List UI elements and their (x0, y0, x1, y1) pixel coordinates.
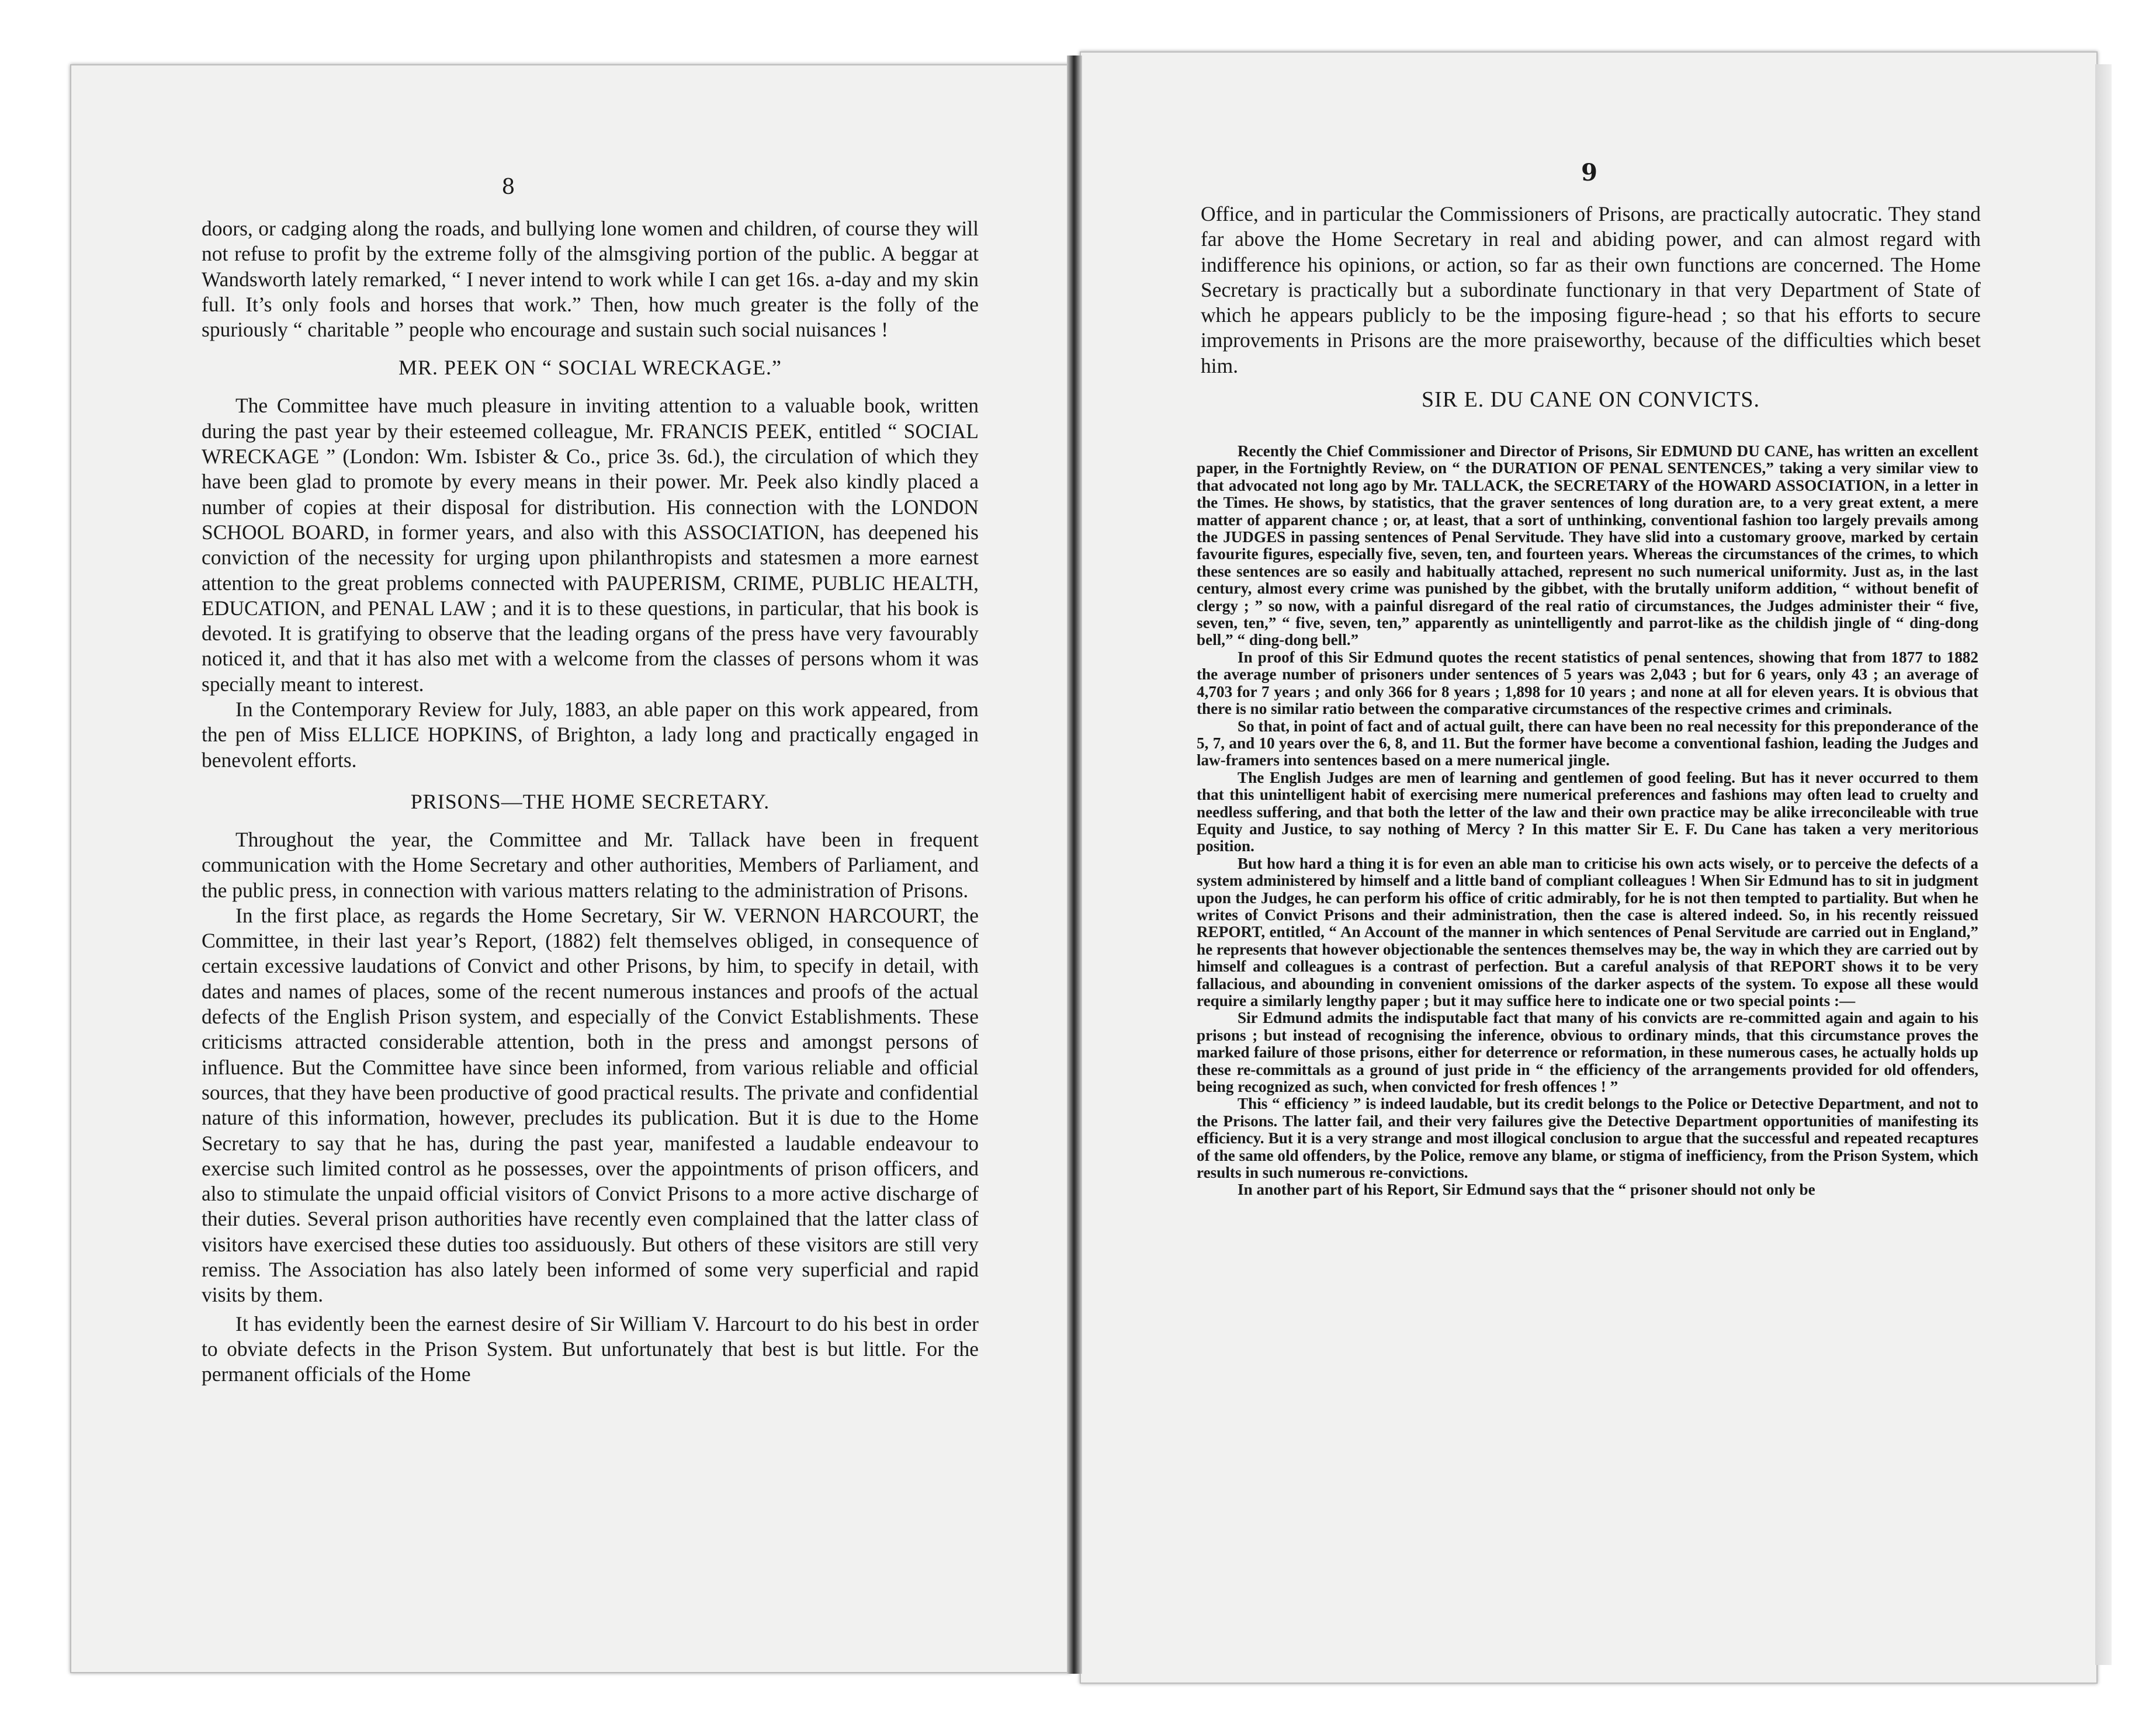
paragraph-efficiency: This “ efficiency ” is indeed laudable, but its credit belongs to the Police or Detective Department, and not to the Prisons. The latter fail, and their very failures give the Detective Department opportunities of manifesting its efficiency. But it is a very strange and most illogical conclusion to argue that the successful and repeated recaptures of the same old offenders, by the Police, remove any blame, or stigma of inefficiency, from the Prison System, which results in such numerous re-convictions. (1197, 1095, 1978, 1182)
paragraph-english-judges: The English Judges are men of learning and gentlemen of good feeling. But has it never occurred to them that this unintelligent habit of exercising mere numerical preferences and fashions may often lead to cruelty and needless suffering, and that both the letter of the law and their own practice may be alike irreconcileable with true Equity and Justice, to say nothing of Mercy ? In this matter Sir E. F. Du Cane has taken a very meritorious position. (1197, 768, 1978, 855)
paragraph-statistics: In proof of this Sir Edmund quotes the recent statistics of penal sentences, showing that from 1877 to 1882 the average number of prisoners under sentences of 5 years was 2,043 ; but for 6 years, only 43 ; an average of 4,703 for 7 years ; and only 366 for 8 years ; 1,898 for 10 years ; and none at all for eleven years. It is obvious that there is no similar ratio between the comparative circumstances of the respective crimes and criminals. (1197, 648, 1978, 718)
paragraph-home-office: Office, and in particular the Commissioners of Prisons, are practically autocratic. They stand far above the Home Secretary in real and abiding power, and can almost regard with indifference his opinions, or action, so far as their own functions are concerned. The Home Secretary is practically but a subordinate functionary in that very Department of State of which he appears publicly to be the imposing figure-head ; so that his efforts to secure improvements in Prisons are the more praiseworthy, because of the difficulties which beset him. (1201, 202, 1981, 377)
paragraph-communication: Throughout the year, the Committee and Mr. Tallack have been in frequent communication with the Home Secretary and other authorities, Members of Parliament, and the public press, in connection with various matters relating to the administration of Prisons. (202, 827, 979, 902)
paragraph-another-part: In another part of his Report, Sir Edmund says that the “ prisoner should not only be (1238, 1181, 1815, 1199)
paragraph-beggars: doors, or cadging along the roads, and bullying lone women and children, of course they will not refuse to profit by the extreme folly of the almsgiving portion of the public. A beggar at Wandsworth lately remarked, “ I never intend to work while I can get 16s. a-day and my skin full. It’s only fools and horses that work.” Then, how much greater is the folly of the spuriously “ charitable ” people who encourage and sustain such social nuisances ! (202, 217, 979, 342)
paragraph-criticise: But how hard a thing it is for even an able man to criticise his own acts wisely, or to perceive the defects of a system administered by himself and a little band of compliant colleagues ! When Sir Edmund has to sit in judgment upon the Judges, he can perform his office of critic admirably, for he is not then tempted to partiality. But when he writes of Convict Prisons and their administration, then the case is altered indeed. So, in his recently reissued REPORT, entitled, “ An Account of the manner in which sentences of Penal Servitude are carried out in England,” he represents that however objectionable the sentences themselves may be, the way in which they are carried out by himself and colleagues is a contrast of perfection. But a careful analysis of that REPORT shows it to be very fallacious, and abounding in convenient omissions of the darker aspects of the system. To expose all these would require a similarly lengthy paper ; but it may suffice here to indicate one or two special points :— (1197, 854, 1978, 1010)
paragraph-prison-system: It has evidently been the earnest desire of Sir William V. Harcourt to do his best in order to obviate defects in the Prison System. But unfortunately that best is but little. For the permanent officials of the Home (202, 1312, 979, 1386)
heading-du-cane-convicts: SIR E. DU CANE ON CONVICTS. (1421, 387, 1760, 412)
left-page-text (202, 216, 979, 1387)
paragraph-contemporary-review: In the Contemporary Review for July, 1883, an able paper on this work appeared, from the pen of Miss ELLICE HOPKINS, of Brighton, a lady long and practically engaged in benevolent efforts. (202, 698, 979, 772)
right-page-text-small (1197, 443, 1978, 1199)
book-gutter (1067, 55, 1082, 1674)
paragraph-preponderance: So that, in point of fact and of actual guilt, there can have been no real necessity for this preponderance of the 5, 7, and 10 years over the 6, 8, and 11. But the former have become a conventional fashion, leading the Judges and law-framers into sentences based on a mere numerical jingle. (1197, 717, 1978, 769)
paragraph-peek-book: The Committee have much pleasure in inviting attention to a valuable book, written during the past year by their esteemed colleague, Mr. FRANCIS PEEK, entitled “ SOCIAL WRECKAGE ” (London: Wm. Isbister & Co., price 3s. 6d.), the circulation of which they have been glad to promote by every means in their power. Mr. Peek also kindly placed a number of copies at their disposal for distribution. His connection with the LONDON SCHOOL BOARD, in former years, and also with this ASSOCIATION, has deepened his conviction of the necessity for urging upon philanthropists and statesmen a more earnest attention to the great problems connected with PAUPERISM, CRIME, PUBLIC HEALTH, EDUCATION, and PENAL LAW ; and it is to these questions, in particular, that his book is devoted. It is gratifying to observe that the leading organs of the press have very favourably noticed it, and that it has also met with a welcome from the classes of persons whom it was specially meant to interest. (202, 394, 979, 696)
heading-social-wreckage: MR. PEEK ON “ SOCIAL WRECKAGE.” (398, 356, 782, 380)
paragraph-penal-sentences: Recently the Chief Commissioner and Director of Prisons, Sir EDMUND DU CANE, has written an excellent paper, in the Fortnightly Review, on “ the DURATION OF PENAL SENTENCES,” taking a very similar view to that advocated not long ago by Mr. TALLACK, the SECRETARY of the HOWARD ASSOCIATION, in a letter in the Times. He shows, by statistics, that the graver sentences of long duration are, to a very great extent, a mere matter of apparent chance ; or, at least, that a sort of unthinking, conventional fashion too largely prevails among the JUDGES in passing sentences of Penal Servitude. They have slid into a customary groove, marked by certain favourite figures, especially five, seven, ten, and fourteen years. Whereas the circumstances of the crimes, to which these sentences are so easily and habitually attached, represent no such numerical uniformity. Just as, in the last century, almost every crime was punished by the gibbet, with the brutally uniform addition, “ without benefit of clergy ; ” so now, with a painful disregard of the real ratio of circumstances, the Judges administer their “ five, seven, ten,” “ five, seven, ten,” apparently as unintelligently and parrot-like as the childish jingle of “ ding-dong bell,” “ ding-dong bell.” (1197, 442, 1978, 649)
right-page-text-top (1201, 202, 1981, 418)
left-page-number: 8 (501, 175, 515, 199)
paragraph-harcourt: In the first place, as regards the Home Secretary, Sir W. VERNON HARCOURT, the Committee, in their last year’s Report, (1882) felt themselves obliged, in consequence of certain excessive laudations of Convict and other Prisons, by him, to specify in detail, with dates and names of places, some of the recent numerous instances and proofs of the actual defects of the English Prison system, and especially of the Convict Establishments. These criticisms attracted considerable attention, both in the press and amongst persons of influence. But the Committee have since been informed, from various reliable and official sources, that they have been productive of good practical results. The private and confidential nature of this information, however, precludes its publication. But it is due to the Home Secretary to say that he has, during the past year, manifested a laudable endeavour to exercise such limited control as he possesses, over the appointments of prison officers, and also to stimulate the unpaid official visitors of Convict Prisons to a more active discharge of their duties. Several prison authorities have recently even complained that the latter class of visitors have exercised these duties too assiduously. But others of these visitors are still very remiss. The Association has also lately been informed of some very superficial and rapid visits by them. (202, 903, 979, 1307)
page-edge-shadow (2095, 64, 2112, 1665)
paragraph-recommitted: Sir Edmund admits the indisputable fact that many of his convicts are re-committed again and again to his prisons ; but instead of recognising the inference, obvious to ordinary minds, that this circumstance proves the marked failure of those prisons, either for deterrence or reformation, in these numerous cases, he actually holds up these re-committals as a ground of just pride in “ the efficiency of the arrangements provided for old offenders, being recognized as such, when convicted for fresh offences ! ” (1197, 1009, 1978, 1096)
heading-prisons-home-secretary: PRISONS—THE HOME SECRETARY. (410, 789, 770, 813)
right-page-number: 9 (1581, 159, 1597, 186)
